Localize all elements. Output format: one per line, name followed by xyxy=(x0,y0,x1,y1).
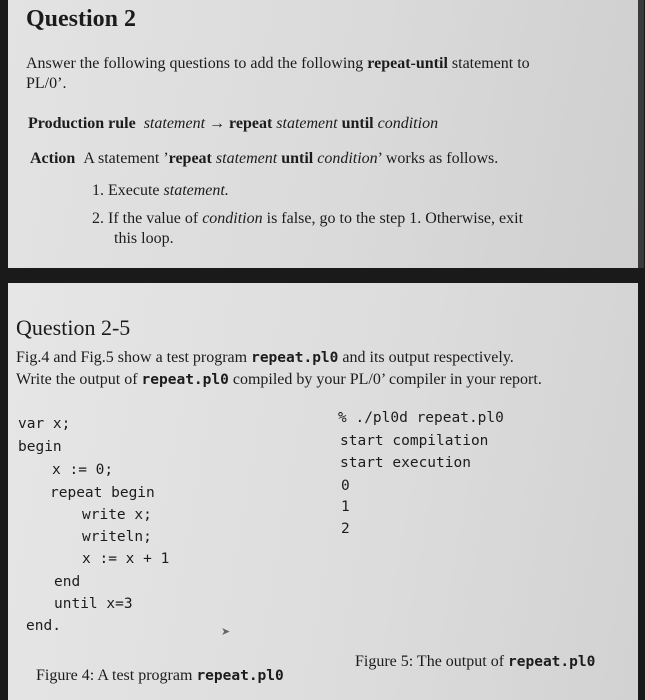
output-line: 2 xyxy=(341,521,350,537)
intro-line-2: PL/0’. xyxy=(26,75,67,92)
action-description: Action A statement ’repeat statement until condition’ works as follows. xyxy=(30,150,499,167)
step-1: 1. Execute statement. xyxy=(92,182,229,199)
q25-line-1: Fig.4 and Fig.5 show a test program repeat.pl0 and its output respectively. xyxy=(16,349,514,366)
code-line: begin xyxy=(18,439,62,455)
code-line: repeat begin xyxy=(50,485,155,501)
production-rule: Production rule statement → repeat statement until condition xyxy=(28,115,439,132)
question-2-5-title: Question 2-5 xyxy=(16,315,131,340)
question-2-panel xyxy=(8,0,644,268)
code-line: end xyxy=(54,574,81,590)
output-line: start compilation xyxy=(340,433,489,449)
code-line: writeln; xyxy=(82,529,152,545)
output-line: % ./pl0d repeat.pl0 xyxy=(338,410,504,426)
intro-line-1: Answer the following questions to add the following repeat-until statement to xyxy=(26,55,530,72)
mouse-cursor-icon: ➤ xyxy=(221,625,231,638)
code-line: end. xyxy=(26,618,61,634)
step-2-continued: this loop. xyxy=(114,230,174,247)
q25-line-2: Write the output of repeat.pl0 compiled by your PL/0’ compiler in your report. xyxy=(16,371,542,388)
code-line: x := x + 1 xyxy=(82,551,170,567)
code-line: x := 0; xyxy=(52,462,114,478)
question-2-5-panel xyxy=(8,283,638,700)
output-line: 1 xyxy=(341,499,350,515)
arrow-icon: → xyxy=(209,115,226,132)
step-2: 2. If the value of condition is false, go to the step 1. Otherwise, exit xyxy=(92,210,524,227)
output-line: 0 xyxy=(341,478,350,494)
question-2-title: Question 2 xyxy=(26,6,137,32)
figure-5-caption: Figure 5: The output of repeat.pl0 xyxy=(355,653,596,670)
code-line: until x=3 xyxy=(54,596,133,612)
code-line: var x; xyxy=(18,416,71,432)
output-line: start execution xyxy=(340,455,471,471)
code-line: write x; xyxy=(82,507,152,523)
figure-4-caption: Figure 4: A test program repeat.pl0 xyxy=(36,667,284,684)
